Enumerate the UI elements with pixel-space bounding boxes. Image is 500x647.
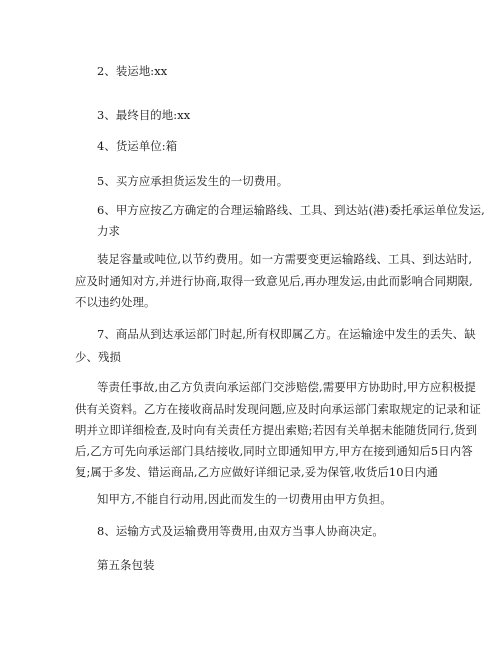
clause-6-cont-line-3: 不以违约处理。: [75, 295, 156, 309]
clause-7-cont-line-3: 明并立即详细检查,及时向有关责任方提出索赔;若因有关单据未能随货同行,货到: [75, 423, 478, 437]
clause-7-cont-line-5: 复;属于多发、错运商品,乙方应做好详细记录,妥为保管,收货后10日内通: [75, 465, 439, 479]
clause-5-freight-cost: 5、买方应承担货运发生的一切费用。: [97, 174, 289, 188]
clause-7-cont-line-4: 后,乙方可先向承运部门具结接收,同时立即通知甲方,甲方在接到通知后5日内答: [75, 444, 473, 458]
clause-6-cont-line-1: 装足容量或吨位,以节约费用。如一方需要变更运输路线、工具、到达站时,: [97, 252, 473, 266]
clause-7-cont-line-2: 供有关资料。乙方在接收商品时发现问题,应及时向承运部门索取规定的记录和证: [75, 402, 481, 416]
clause-7-line-2: 少、残损: [75, 350, 121, 364]
clause-6-cont-line-2: 应及时通知对方,并进行协商,取得一致意见后,再办理发运,由此而影响合同期限,: [75, 274, 473, 288]
clause-7-cont-line-1: 等责任事故,由乙方负责向承运部门交涉赔偿,需要甲方协助时,甲方应积极提: [97, 380, 476, 394]
clause-3-destination: 3、最终目的地:xx: [97, 108, 191, 122]
clause-2-loading-place: 2、装运地:xx: [97, 64, 168, 78]
clause-7-line-1: 7、商品从到达承运部门时起,所有权即属乙方。在运输途中发生的丢失、缺: [97, 327, 476, 341]
clause-6-line-2: 力求: [97, 224, 120, 238]
clause-4-shipping-unit: 4、货运单位:箱: [97, 139, 178, 153]
article-5-packaging-heading: 第五条包装: [97, 558, 155, 572]
clause-8-transport: 8、运输方式及运输费用等费用,由双方当事人协商决定。: [97, 524, 384, 538]
clause-7-notice-line: 知甲方,不能自行动用,因此而发生的一切费用由甲方负担。: [97, 492, 392, 506]
clause-6-line-1: 6、甲方应按乙方确定的合理运输路线、工具、到达站(港)委托承运单位发运,: [97, 203, 485, 217]
